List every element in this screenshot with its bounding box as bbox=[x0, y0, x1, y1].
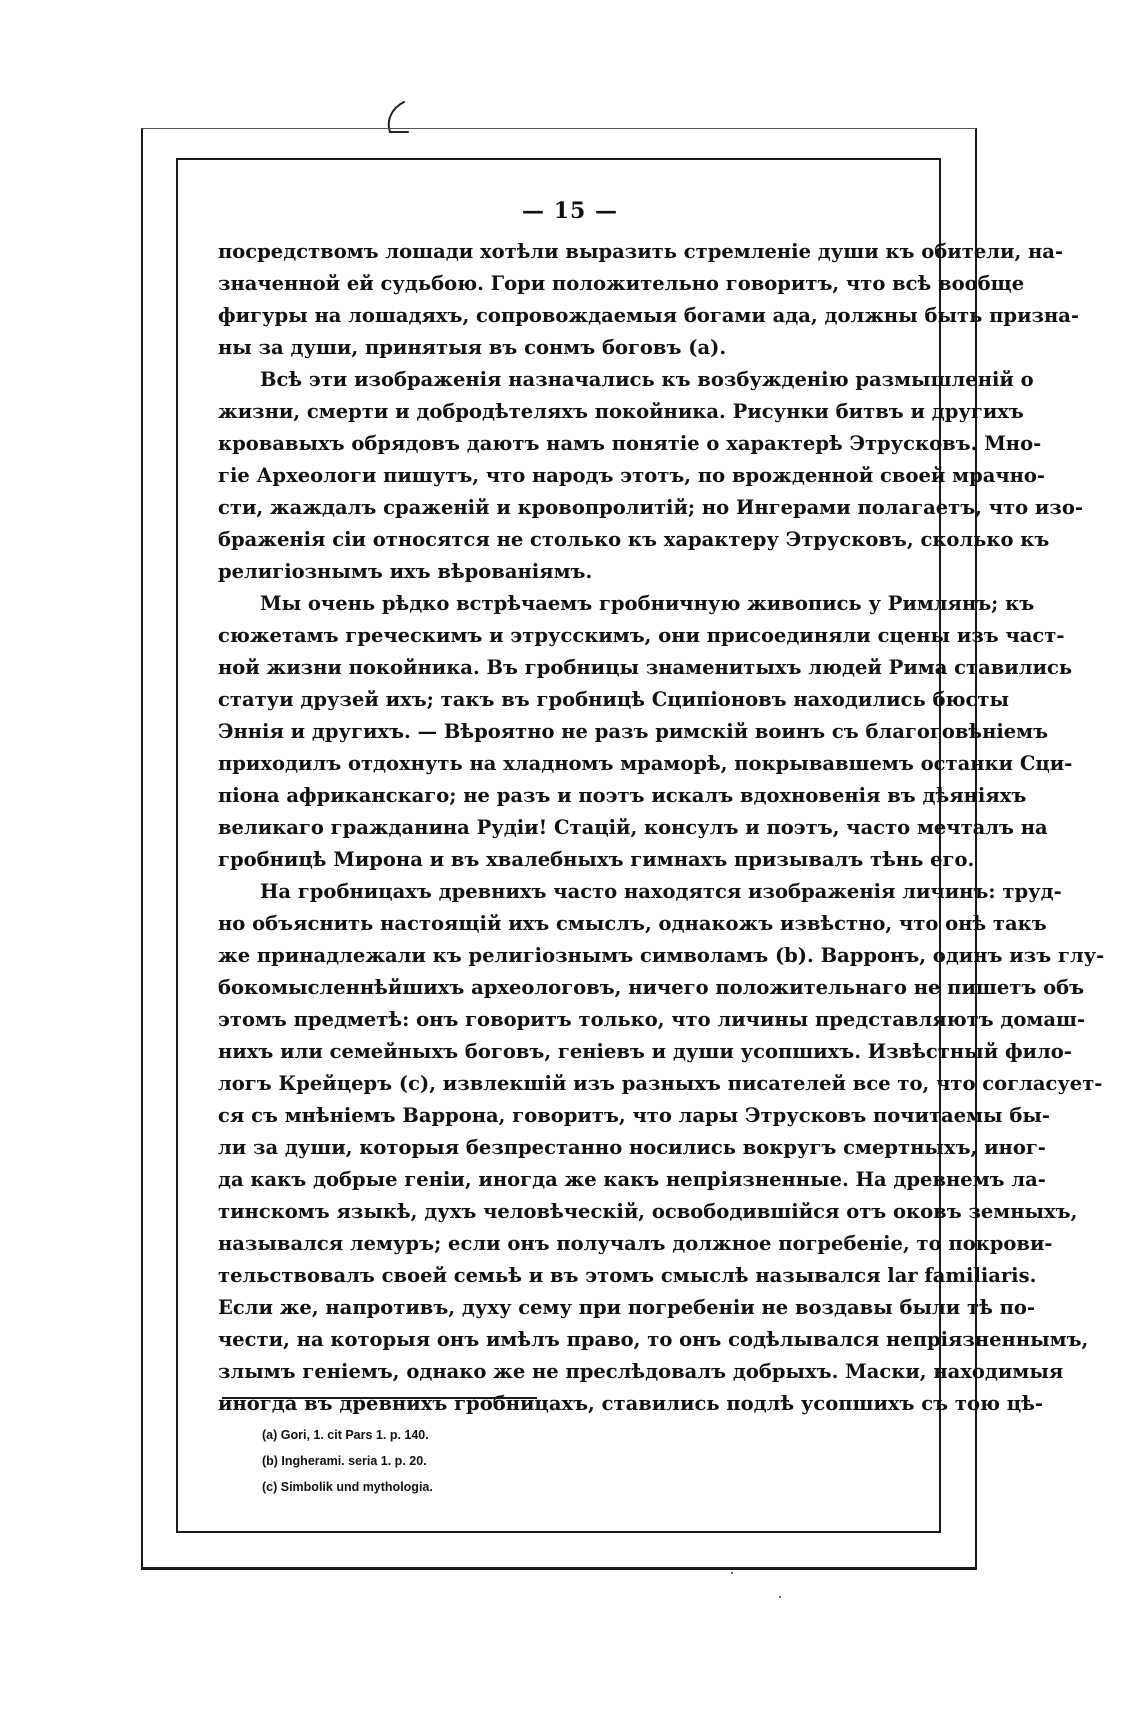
text-line: ли за души, которыя безпрестанно носились вокругъ смертныхъ, иног- bbox=[218, 1136, 1046, 1159]
text-line: гробницѣ Мирона и въ хвалебныхъ гимнахъ призывалъ тѣнь его. bbox=[218, 848, 975, 871]
text-line: браженія сіи относятся не столько къ характеру Этрусковъ, сколько къ bbox=[218, 528, 1050, 551]
text-line: піона африканскаго; не разъ и поэтъ искалъ вдохновенія въ дѣяніяхъ bbox=[218, 784, 1027, 807]
paragraph-1 bbox=[218, 236, 1079, 364]
text-line: тельствовалъ своей семьѣ и въ этомъ смыслѣ назывался lar familiaris. bbox=[218, 1264, 1037, 1287]
text-line: логъ Крейцеръ (с), извлекшій изъ разныхъ писателей все то, что согласует- bbox=[218, 1072, 1103, 1095]
footnote-separator bbox=[222, 1397, 537, 1399]
text-line: На гробницахъ древнихъ часто находятся изображенія личинъ: труд- bbox=[260, 880, 1062, 903]
paragraph-3 bbox=[218, 588, 1073, 876]
text-line: жизни, смерти и добродѣтеляхъ покойника. Рисунки битвъ и другихъ bbox=[218, 400, 1024, 423]
text-line: ны за души, принятыя въ сонмъ боговъ (а). bbox=[218, 336, 727, 359]
scan-speck bbox=[779, 1596, 781, 1598]
text-line: приходилъ отдохнуть на хладномъ мраморѣ, покрывавшемъ останки Сци- bbox=[218, 752, 1073, 775]
text-line: великаго гражданина Рудіи! Стацій, консулъ и поэтъ, часто мечталъ на bbox=[218, 816, 1048, 839]
text-line: посредствомъ лошади хотѣли выразить стремленіе души къ обители, на- bbox=[218, 240, 1064, 263]
text-line: иногда въ древнихъ гробницахъ, ставились подлѣ усопшихъ съ тою цѣ- bbox=[218, 1392, 1044, 1415]
scan-speck bbox=[731, 1572, 733, 1574]
text-line: злымъ геніемъ, однако же не преслѣдовалъ добрыхъ. Маски, находимыя bbox=[218, 1360, 1064, 1383]
text-line: но объяснить настоящій ихъ смыслъ, однакожъ извѣстно, что онѣ такъ bbox=[218, 912, 1047, 935]
text-line: назывался лемуръ; если онъ получалъ должное погребеніе, то покрови- bbox=[218, 1232, 1053, 1255]
text-line: сюжетамъ греческимъ и этрусскимъ, они присоединяли сцены изъ част- bbox=[218, 624, 1065, 647]
text-line: значенной ей судьбою. Гори положительно говоритъ, что всѣ вообще bbox=[218, 272, 1025, 295]
footnote-b: (b) Ingherami. seria 1. p. 20. bbox=[262, 1454, 427, 1468]
text-line: да какъ добрые геніи, иногда же какъ непріязненные. На древнемъ ла- bbox=[218, 1168, 1046, 1191]
page-number: — 15 — bbox=[522, 198, 618, 224]
text-line: же принадлежали къ религіознымъ символамъ (b). Варронъ, одинъ изъ глу- bbox=[218, 944, 1105, 967]
text-line: Эннія и другихъ. — Вѣроятно не разъ римскій воинъ съ благоговѣніемъ bbox=[218, 720, 1049, 743]
text-line: Всѣ эти изображенія назначались къ возбужденію размышленій о bbox=[260, 368, 1034, 391]
footnote-a: (a) Gori, 1. cit Pars 1. p. 140. bbox=[262, 1428, 429, 1442]
text-line: гіе Археологи пишутъ, что народъ этотъ, по врожденной своей мрачно- bbox=[218, 464, 1045, 487]
text-line: религіознымъ ихъ вѣрованіямъ. bbox=[218, 560, 593, 583]
text-line: тинскомъ языкѣ, духъ человѣческій, освободившійся отъ оковъ земныхъ, bbox=[218, 1200, 1078, 1223]
paragraph-4 bbox=[218, 876, 1105, 1420]
text-line: ной жизни покойника. Въ гробницы знаменитыхъ людей Рима ставились bbox=[218, 656, 1073, 679]
text-line: статуи друзей ихъ; такъ въ гробницѣ Сципіоновъ находились бюсты bbox=[218, 688, 1010, 711]
text-line: кровавыхъ обрядовъ даютъ намъ понятіе о характерѣ Этрусковъ. Мно- bbox=[218, 432, 1042, 455]
footnote-c: (c) Simbolik und mythologia. bbox=[262, 1480, 433, 1494]
text-line: сти, жаждалъ сраженій и кровопролитій; но Ингерами полагаетъ, что изо- bbox=[218, 496, 1083, 519]
text-line: этомъ предметѣ: онъ говоритъ только, что личины представляютъ домаш- bbox=[218, 1008, 1086, 1031]
text-line: Если же, напротивъ, духу сему при погребеніи не воздавы были тѣ по- bbox=[218, 1296, 1036, 1319]
text-line: Мы очень рѣдко встрѣчаемъ гробничную живопись у Римлянъ; къ bbox=[260, 592, 1035, 615]
text-line: чести, на которыя онъ имѣлъ право, то онъ содѣлывался непріязненнымъ, bbox=[218, 1328, 1089, 1351]
footnotes bbox=[262, 1422, 762, 1500]
text-line: ся съ мнѣніемъ Варрона, говоритъ, что лары Этрусковъ почитаемы бы- bbox=[218, 1104, 1051, 1127]
text-line: нихъ или семейныхъ боговъ, геніевъ и души усопшихъ. Извѣстный фило- bbox=[218, 1040, 1072, 1063]
main-text bbox=[218, 236, 1105, 1420]
text-line: бокомысленнѣйшихъ археологовъ, ничего положительнаго не пишетъ объ bbox=[218, 976, 1085, 999]
text-line: фигуры на лошадяхъ, сопровождаемыя богами ада, должны быть призна- bbox=[218, 304, 1079, 327]
paragraph-2 bbox=[218, 364, 1083, 588]
